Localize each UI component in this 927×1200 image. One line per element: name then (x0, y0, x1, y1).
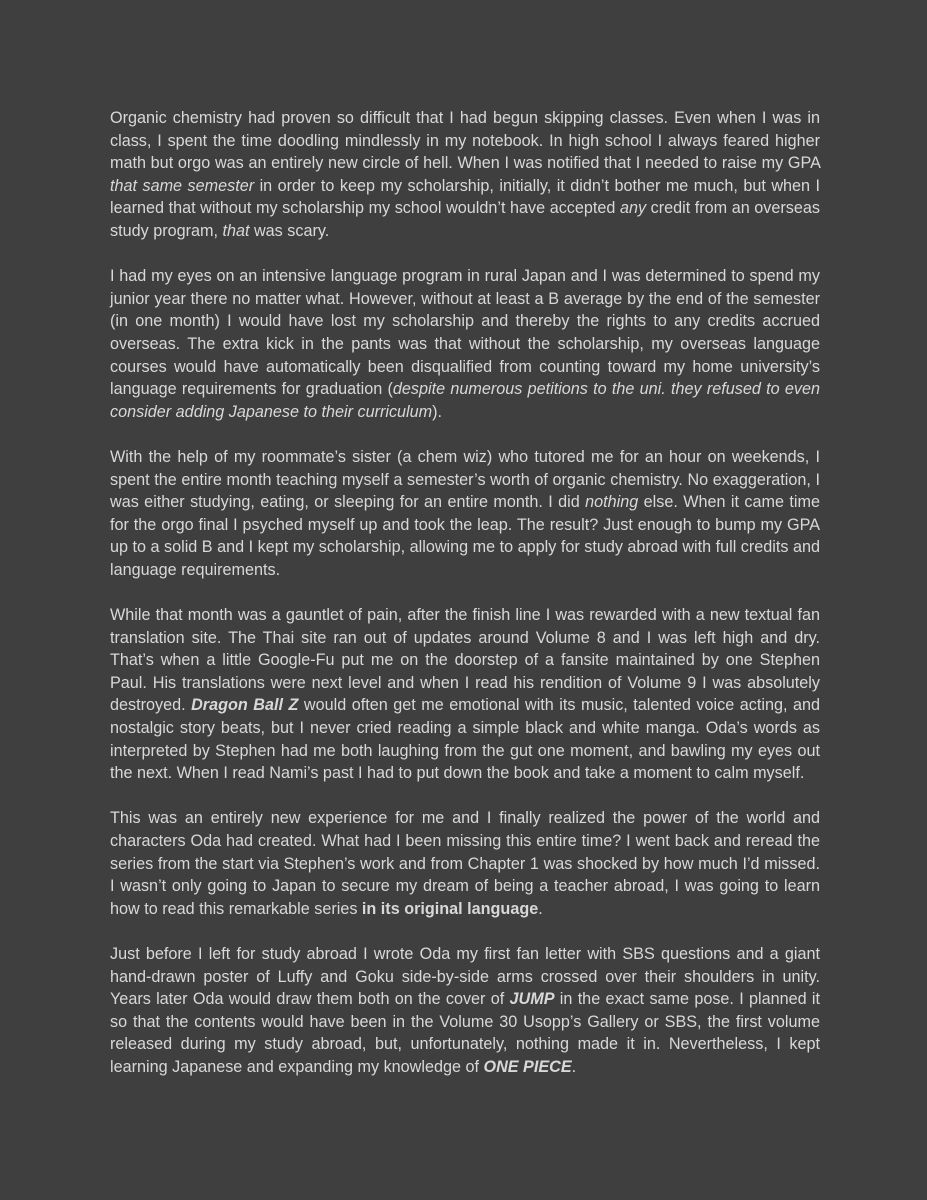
emphasis-text: ONE PIECE (483, 1057, 572, 1076)
paragraph (110, 807, 820, 920)
text-run: I had my eyes on an intensive language program in rural Japan and I was determined to spend my junior year there no matter what. However, without at least a B average by the end of the semester (in one month) I would have lost my scholarship and thereby the rights to any credits accrued overseas. The extra kick in the pants was that without the scholarship, my overseas language courses would have automatically been disqualified from counting toward my home university’s language requirements for graduation ( (110, 267, 820, 399)
text-run: Organic chemistry had proven so difficult that I had begun skipping classes. Even when I was in class, I spent the time doodling mindlessly in my notebook. In high school I always feared higher math but orgo was an entirely new circle of hell. When I was notified that I needed to raise my GPA (110, 109, 820, 173)
text-run: was scary. (249, 221, 330, 240)
text-run: in order to keep my scholarship, initially, it didn’t bother me much, but when I learned that without my scholarship my school wouldn’t have accepted (110, 176, 820, 218)
emphasis-text: JUMP (509, 990, 555, 1009)
bold-italic-text (191, 696, 298, 714)
text-run: Just before I left for study abroad I wrote Oda my first fan letter with SBS questions and a giant hand-drawn poster of Luffy and Goku side-by-side arms crossed over their shoulders in unity. Years later Oda would draw them both on the cover of (110, 944, 820, 1009)
text-run: While that month was a gauntlet of pain, after the finish line I was rewarded with a new textual fan translation site. The Thai site ran out of updates around Volume 8 and I was left high and dry. That’s when a little Google-Fu put me on the doorstep of a fansite maintained by one Stephen Paul. His translations were next level and when I read his rendition of Volume 9 I was absolutely destroyed. (110, 606, 820, 715)
emphasis-text: Dragon Ball Z (191, 696, 299, 715)
text-run: This was an entirely new experience for me and I finally realized the power of the world and characters Oda had created. What had I been missing this entire time? I went back and reread the series from the start via Stephen’s work and from Chapter 1 was shocked by how much I’d missed. I wasn’t only going to Japan to secure my dream of being a teacher abroad, I was going to learn how to read this remarkable series (110, 809, 820, 918)
italic-text: nothing (585, 493, 639, 512)
paragraph (110, 265, 820, 423)
paragraph (110, 107, 820, 243)
paragraph (110, 943, 820, 1079)
bold-italic-text (483, 1058, 571, 1076)
text-run: . (538, 899, 543, 918)
italic-text: despite numerous petitions to the uni. they refused to even consider adding Japanese to their curriculum (110, 380, 820, 421)
text-run: credit from an overseas study program, (110, 199, 820, 240)
paragraph (110, 604, 820, 785)
text-run: else. When it came time for the orgo final I psyched myself up and took the leap. The result? Just enough to bump my GPA up to a solid B and I kept my scholarship, allowing me to apply for study abroad with full credits and language requirements. (110, 493, 820, 579)
italic-text: any (619, 199, 647, 218)
italic-text: that same semester (110, 176, 255, 195)
document-body (110, 107, 820, 1101)
bold-italic-text (510, 990, 555, 1008)
text-run: ). (432, 402, 443, 421)
text-run: . (571, 1057, 577, 1076)
paragraph (110, 446, 820, 582)
text-run: in the exact same pose. I planned it so that the contents would have been in the Volume 30 Usopp’s Gallery or SBS, the first volume released during my study abroad, but, unfortunately, nothing made it in. Nevertheless, I kept learning Japanese and expanding my knowledge of (110, 990, 820, 1076)
italic-text: that (222, 221, 250, 240)
text-run: With the help of my roommate’s sister (a chem wiz) who tutored me for an hour on weekends, I spent the entire month teaching myself a semester’s worth of organic chemistry. No exaggeration, I was either studying, eating, or sleeping for an entire month. I did (110, 447, 820, 512)
bold-text: in its original language (361, 899, 539, 918)
text-run: would often get me emotional with its music, talented voice acting, and nostalgic story beats, but I never cried reading a simple black and white manga. Oda’s words as interpreted by Stephen had me both laughing from the gut one moment, and bawling my eyes out the next. When I read Nami’s past I had to put down the book and take a moment to calm myself. (110, 696, 820, 783)
